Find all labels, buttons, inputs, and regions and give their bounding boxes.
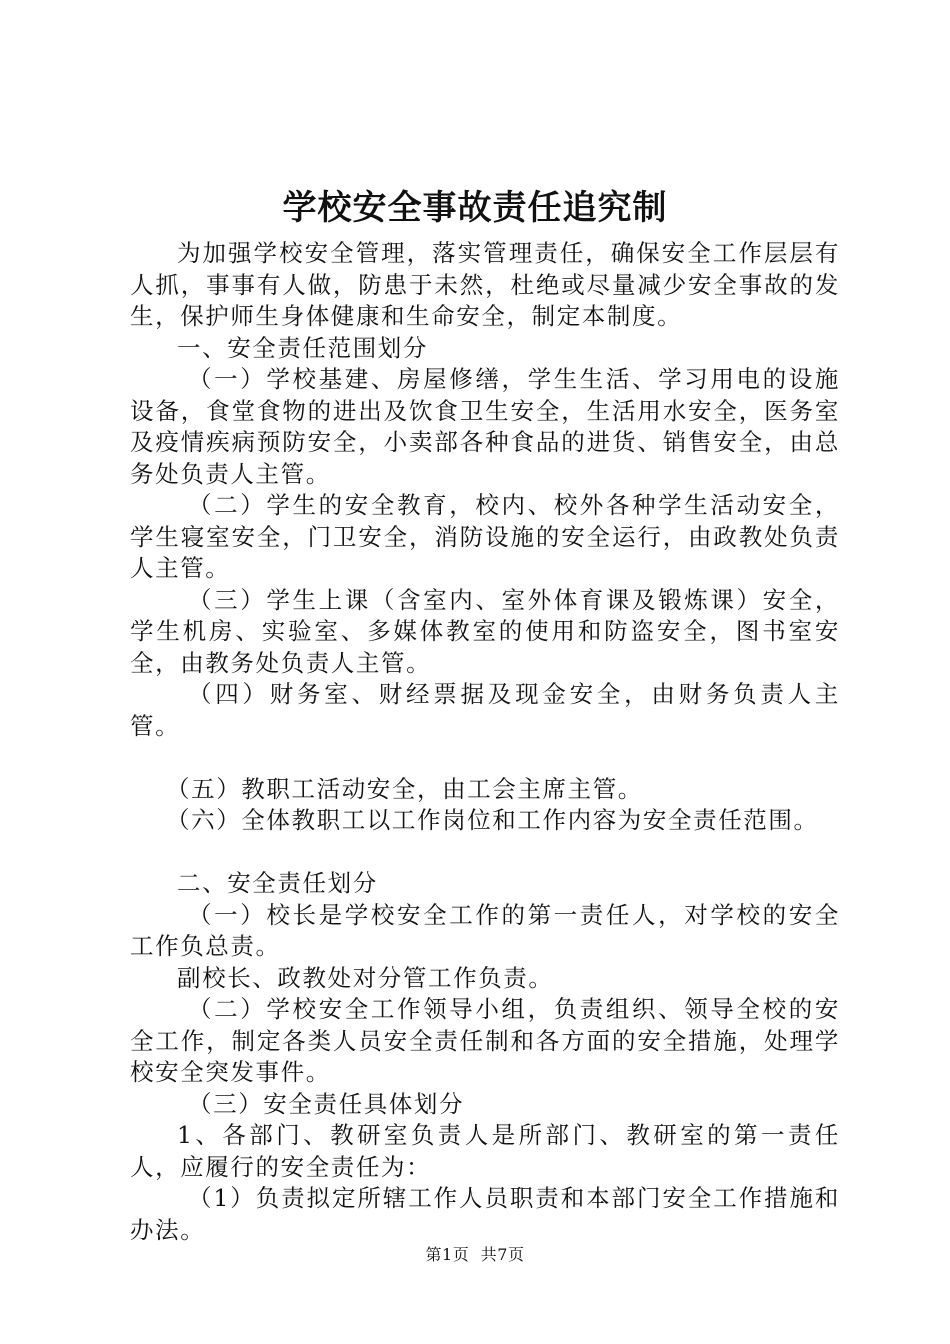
page-footer: [0, 1244, 950, 1266]
page-total: 共7页: [480, 1245, 525, 1264]
document-title: 学校安全事故责任追究制: [282, 188, 668, 228]
paragraph-1-6: （六）全体教职工以工作岗位和工作内容为安全责任范围。: [166, 806, 819, 834]
document-body: [130, 238, 840, 1246]
paragraph-2-3-1: 1、各部门、教研室负责人是所部门、教研室的第一责任人，应履行的安全责任为：: [130, 1121, 840, 1181]
paragraph-1-5: （五）教职工活动安全，由工会主席主管。: [166, 774, 643, 803]
paragraph-1-3: （三）学生上课（含室内、室外体育课及锻炼课）安全，学生机房、实验室、多媒体教室的使用和防盗安全，图书室安全，由教务处负责人主管。: [130, 585, 840, 677]
paragraph-2-3-1-1: （1）负责拟定所辖工作人员职责和本部门安全工作措施和办法。: [130, 1184, 840, 1244]
paragraph-1-2: （二）学生的安全教育，校内、校外各种学生活动安全，学生寝室安全，门卫安全，消防设施的安全运行，由政教处负责人主管。: [130, 491, 840, 582]
section-heading-2: 二、安全责任划分: [177, 869, 378, 897]
section-heading-1: 一、安全责任范围划分: [177, 333, 428, 362]
page-number: 第1页: [425, 1245, 470, 1264]
paragraph-2-2: （二）学校安全工作领导小组，负责组织、领导全校的安全工作，制定各类人员安全责任制和各方面的安全措施，处理学校安全突发事件。: [130, 995, 840, 1086]
paragraph-2-1-note: 副校长、政教处对分管工作负责。: [177, 963, 554, 992]
intro-paragraph: 为加强学校安全管理，落实管理责任，确保安全工作层层有人抓，事事有人做，防患于未然，杜绝或尽量减少安全事故的发生，保护师生身体健康和生命安全，制定本制度。: [130, 239, 840, 330]
paragraph-1-1: （一）学校基建、房屋修缮，学生生活、学习用电的设施设备，食堂食物的进出及饮食卫生安全，生活用水安全，医务室及疫情疾病预防安全，小卖部各种食品的进货、销售安全，由总务处负责人主管。: [130, 365, 840, 488]
paragraph-2-3: （三）安全责任具体划分: [188, 1089, 465, 1118]
paragraph-2-1: （一）校长是学校安全工作的第一责任人，对学校的安全工作负总责。: [130, 900, 840, 960]
paragraph-1-4: （四）财务室、财经票据及现金安全，由财务负责人主管。: [130, 680, 840, 740]
